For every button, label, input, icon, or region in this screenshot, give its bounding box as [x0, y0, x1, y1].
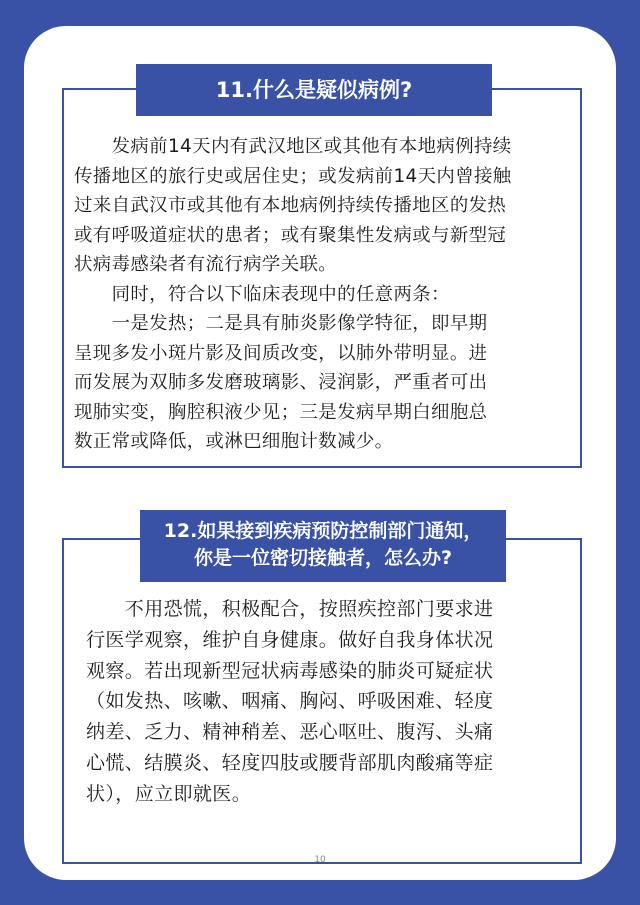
- paragraph-line: 纳差、乏力、精神稍差、恶心呕吐、腹泻、头痛: [86, 721, 494, 744]
- paragraph-line: （如发热、咳嗽、咽痛、胸闷、呼吸困难、轻度: [86, 690, 494, 713]
- section-12-title-line: 12.如果接到疾病预防控制部门通知，: [163, 520, 483, 542]
- page-number: 10: [314, 855, 326, 865]
- section-12-title-line: 你是一位密切接触者，怎么办?: [193, 547, 453, 569]
- paragraph-line: 过来自武汉市或其他有本地病例持续传播地区的发热: [74, 195, 507, 216]
- section-11-title: 11.什么是疑似病例?: [136, 64, 492, 116]
- paragraph-line: 数正常或降低，或淋巴细胞计数减少。: [74, 431, 394, 452]
- section-11-body: [74, 132, 574, 457]
- paragraph-line: 现肺实变，胸腔积液少见；三是发病早期白细胞总: [74, 401, 488, 423]
- paragraph-line: 状病毒感染者有流行病学关联。: [74, 254, 338, 275]
- paragraph-line: 或有呼吸道症状的患者；或有聚集性发病或与新型冠: [74, 224, 507, 246]
- section-12-body: [86, 594, 582, 810]
- section-12-title: [140, 510, 506, 582]
- paragraph-line: 发病前14天内有武汉地区或其他有本地病例持续: [74, 136, 512, 157]
- paragraph-line: 一是发热；二是具有肺炎影像学特征，即早期: [74, 313, 488, 334]
- paragraph-line: 传播地区的旅行史或居住史；或发病前14天内曾接触: [74, 165, 512, 187]
- paragraph-line: 状），应立即就医。: [86, 782, 252, 805]
- paragraph-line: 行医学观察，维护自身健康。做好自我身体状况: [86, 628, 494, 651]
- paragraph-line: 观察。若出现新型冠状病毒感染的肺炎可疑症状: [86, 659, 494, 682]
- paragraph-line: 同时，符合以下临床表现中的任意两条：: [74, 283, 450, 305]
- paragraph-line: 不用恐慌，积极配合，按照疾控部门要求进: [86, 598, 494, 620]
- paragraph-line: 而发展为双肺多发磨玻璃影、浸润影，严重者可出: [74, 372, 488, 393]
- paragraph-line: 心慌、结膜炎、轻度四肢或腰背部肌肉酸痛等症: [86, 751, 494, 774]
- paragraph-line: 呈现多发小斑片影及间质改变，以肺外带明显。进: [74, 342, 488, 364]
